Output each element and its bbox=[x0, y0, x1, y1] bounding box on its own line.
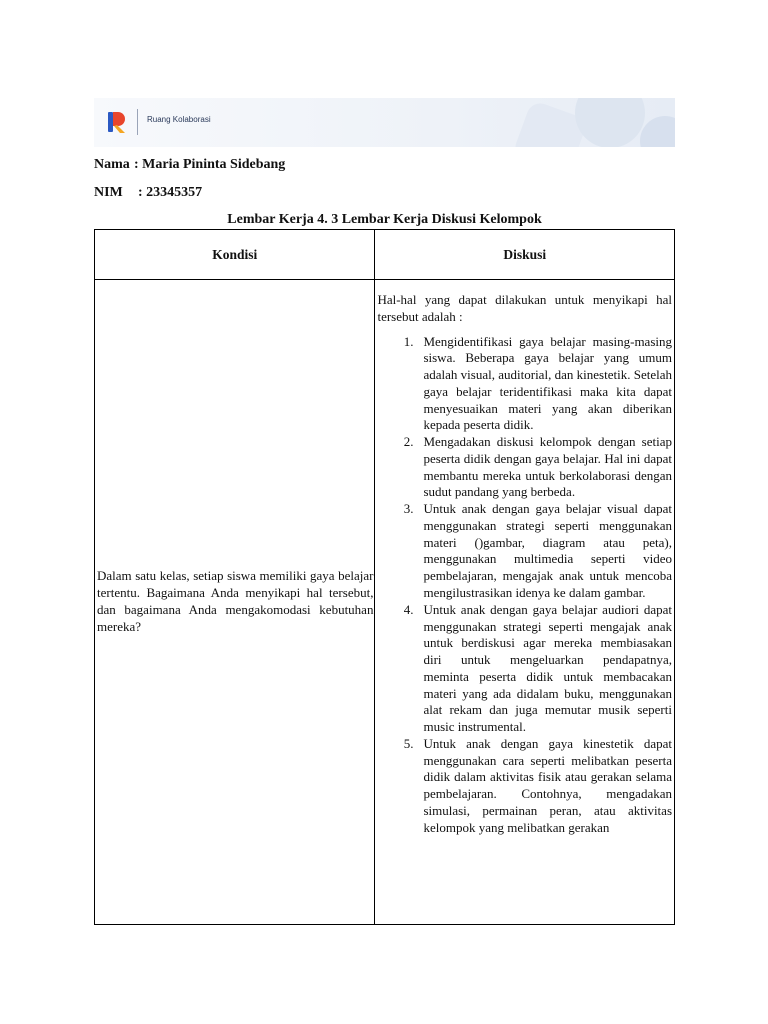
point-number: 2. bbox=[403, 434, 414, 450]
list-item bbox=[377, 334, 672, 435]
list-item bbox=[377, 602, 672, 736]
point-text: Mengadakan diskusi kelompok dengan setiap peserta didik dengan gaya belajar. Hal ini dapat membantu mereka untuk berkolaborasi dengan sudut pandang yang berbeda. bbox=[423, 434, 672, 500]
logo-divider bbox=[137, 109, 138, 135]
table-row bbox=[95, 280, 675, 925]
student-name-line bbox=[94, 157, 285, 173]
diskusi-points-list bbox=[377, 334, 672, 837]
point-text: Mengidentifikasi gaya belajar masing-masing siswa. Beberapa gaya belajar yang umum adalah visual, auditorial, dan kinestetik. Setelah gaya belajar teridentifikasi maka kita dapat menyesuaikan materi yang akan diberikan kepada peserta didik. bbox=[423, 333, 672, 433]
banner-decoration bbox=[575, 98, 645, 147]
point-number: 4. bbox=[403, 601, 414, 617]
list-item bbox=[377, 736, 672, 837]
point-number: 1. bbox=[403, 333, 414, 349]
nim-value: : 23345357 bbox=[138, 185, 203, 200]
kondisi-header: Kondisi bbox=[95, 230, 375, 280]
point-number: 3. bbox=[403, 501, 414, 517]
worksheet-title: Lembar Kerja 4. 3 Lembar Kerja Diskusi Kelompok bbox=[227, 212, 542, 227]
diskusi-cell bbox=[375, 280, 675, 925]
kondisi-cell: Dalam satu kelas, setiap siswa memiliki gaya belajar tertentu. Bagaimana Anda menyikapi hal tersebut, dan bagaimana Anda mengakomodasi kebutuhan mereka? bbox=[95, 280, 375, 925]
ruang-kolaborasi-logo-icon bbox=[106, 108, 128, 136]
point-text: Untuk anak dengan gaya belajar audiori dapat menggunakan strategi seperti mengajak anak untuk berdiskusi agar mereka membiasakan diri untuk mengeluarkan pendapatnya, meminta peserta didik untuk membacakan materi yang ada didalam buku, menggunakan alat rekam dan juga memutar musik seperti music instrumental. bbox=[423, 601, 672, 735]
header-banner bbox=[94, 98, 675, 147]
worksheet-table bbox=[94, 229, 675, 925]
point-text: Untuk anak dengan gaya belajar visual dapat menggunakan strategi seperti menggunakan materi ()gambar, diagram atau peta), menggunakan multimedia seperti video pembelajaran, mengajak anak untuk mencoba mengilustrasikan idenya ke dalam gambar. bbox=[423, 501, 672, 601]
point-text: Untuk anak dengan gaya kinestetik dapat menggunakan cara seperti melibatkan peserta didik dalam aktivitas fisik atau gerakan selama pembelajaran. Contohnya, mengadakan simulasi, permainan peran, atau aktivitas kelompok yang melibatkan gerakan bbox=[423, 735, 672, 835]
name-label: Nama bbox=[94, 157, 130, 172]
name-value: : Maria Pininta Sidebang bbox=[134, 157, 286, 172]
list-item bbox=[377, 434, 672, 501]
list-item bbox=[377, 501, 672, 602]
diskusi-header: Diskusi bbox=[375, 230, 675, 280]
banner-decoration bbox=[640, 116, 675, 147]
table-header-row bbox=[95, 230, 675, 280]
nim-label: NIM bbox=[94, 185, 123, 200]
diskusi-intro: Hal-hal yang dapat dilakukan untuk menyikapi hal tersebut adalah : bbox=[377, 292, 672, 324]
point-number: 5. bbox=[403, 735, 414, 751]
student-nim-line bbox=[94, 185, 202, 201]
brand-name: Ruang Kolaborasi bbox=[147, 115, 211, 124]
